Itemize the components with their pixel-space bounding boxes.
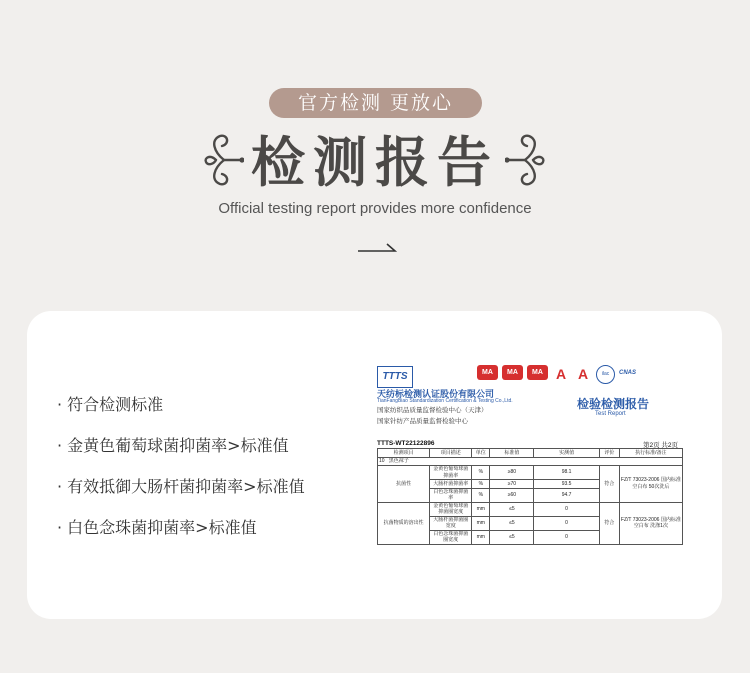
arrow-right-icon <box>357 240 397 254</box>
list-item: · 金黄色葡萄球菌抑菌率>标准值 <box>57 436 289 455</box>
table-header-row <box>378 449 683 458</box>
right-flourish-ornament <box>505 132 547 188</box>
center-name: 国家纺织品质量监督检验中心（天津） <box>377 407 488 414</box>
table-cell: 93.5 <box>534 480 599 489</box>
org-name-en: TianFangBiao Standardization Certification & Testing Co.,Ltd. <box>377 398 513 404</box>
table-cell: 94.7 <box>534 488 599 502</box>
column-header: 执行标准/备注 <box>619 449 682 458</box>
cma-mark-icon: MA <box>477 365 498 380</box>
list-item: · 符合检测标准 <box>57 395 164 414</box>
table-row <box>378 457 683 466</box>
cma-mark-icon: MA <box>527 365 548 380</box>
left-flourish-ornament <box>202 132 244 188</box>
table-cell: ≤5 <box>490 516 534 530</box>
report-card <box>27 311 722 619</box>
result-cell: 符合 <box>599 466 619 503</box>
table-cell: mm <box>472 502 490 516</box>
table-cell: mm <box>472 530 490 544</box>
table-cell: ≤5 <box>490 530 534 544</box>
report-number: TTTS-WT22122896 <box>377 440 435 447</box>
table-cell: % <box>472 480 490 489</box>
feature-list <box>57 391 305 555</box>
column-header: 检测项目 <box>378 449 430 458</box>
report-title: 检验检测报告 <box>577 397 650 411</box>
ttts-logo: TTTS <box>377 366 413 388</box>
list-item: · 白色念珠菌抑菌率>标准值 <box>57 518 257 537</box>
column-header: 标准值 <box>490 449 534 458</box>
cnas-mark-icon: CNAS <box>619 370 637 376</box>
certification-marks <box>477 365 640 384</box>
standard-cell: FZ/T 73023-2006 国内标准空白布 50次洗后 <box>619 466 682 503</box>
report-title-en: Test Report <box>595 411 626 417</box>
table-cell: 大肠杆菌抑菌圈宽度 <box>430 516 472 530</box>
column-header: 评价 <box>599 449 619 458</box>
ilac-mark-icon: ilac <box>596 365 615 384</box>
table-cell: ≤5 <box>490 502 534 516</box>
group-name: 抗菌性 <box>378 466 430 503</box>
column-header: 单位 <box>472 449 490 458</box>
table-cell: % <box>472 488 490 502</box>
cal-mark-icon: A <box>555 366 567 382</box>
center-name: 国家针纺产品质量监督检验中心 <box>377 418 468 425</box>
table-row <box>378 466 683 480</box>
column-header: 项目描述 <box>430 449 472 458</box>
page-title: 检测报告 <box>251 131 499 194</box>
table-cell: 0 <box>534 502 599 516</box>
table-cell: 0 <box>534 530 599 544</box>
table-cell: 大肠杆菌抑菌率 <box>430 480 472 489</box>
result-cell: 符合 <box>599 502 619 544</box>
results-table <box>377 448 683 545</box>
table-cell: ≥60 <box>490 488 534 502</box>
page-subtitle: Official testing report provides more confidence <box>218 200 532 217</box>
page-number: 第2页 共2页 <box>643 442 679 449</box>
column-header: 实测值 <box>534 449 599 458</box>
table-cell: 98.1 <box>534 466 599 480</box>
table-cell: 0 <box>534 516 599 530</box>
table-cell: ≥70 <box>490 480 534 489</box>
table-cell: 白色念珠菌抑菌圈宽度 <box>430 530 472 544</box>
table-cell: 金黄色葡萄球菌抑菌圈宽度 <box>430 502 472 516</box>
list-item: · 有效抵御大肠杆菌抑菌率>标准值 <box>57 477 305 496</box>
table-cell: % <box>472 466 490 480</box>
table-cell: 金黄色葡萄球菌抑菌率 <box>430 466 472 480</box>
table-cell: ≥80 <box>490 466 534 480</box>
table-cell: mm <box>472 516 490 530</box>
cma-mark-icon: MA <box>502 365 523 380</box>
org-name: 天纺标检测认证股份有限公司 <box>377 389 495 399</box>
group-name: 抗菌物质的溶出性 <box>378 502 430 544</box>
cal-mark-icon: A <box>577 366 589 382</box>
standard-cell: FZ/T 73023-2006 国内标准空白布 洗涤1次 <box>619 502 682 544</box>
sample-cell: 10 黑色袜子 <box>378 457 683 466</box>
table-row <box>378 502 683 516</box>
table-cell: 白色念珠菌抑菌率 <box>430 488 472 502</box>
header-tag: 官方检测 更放心 <box>269 88 482 118</box>
